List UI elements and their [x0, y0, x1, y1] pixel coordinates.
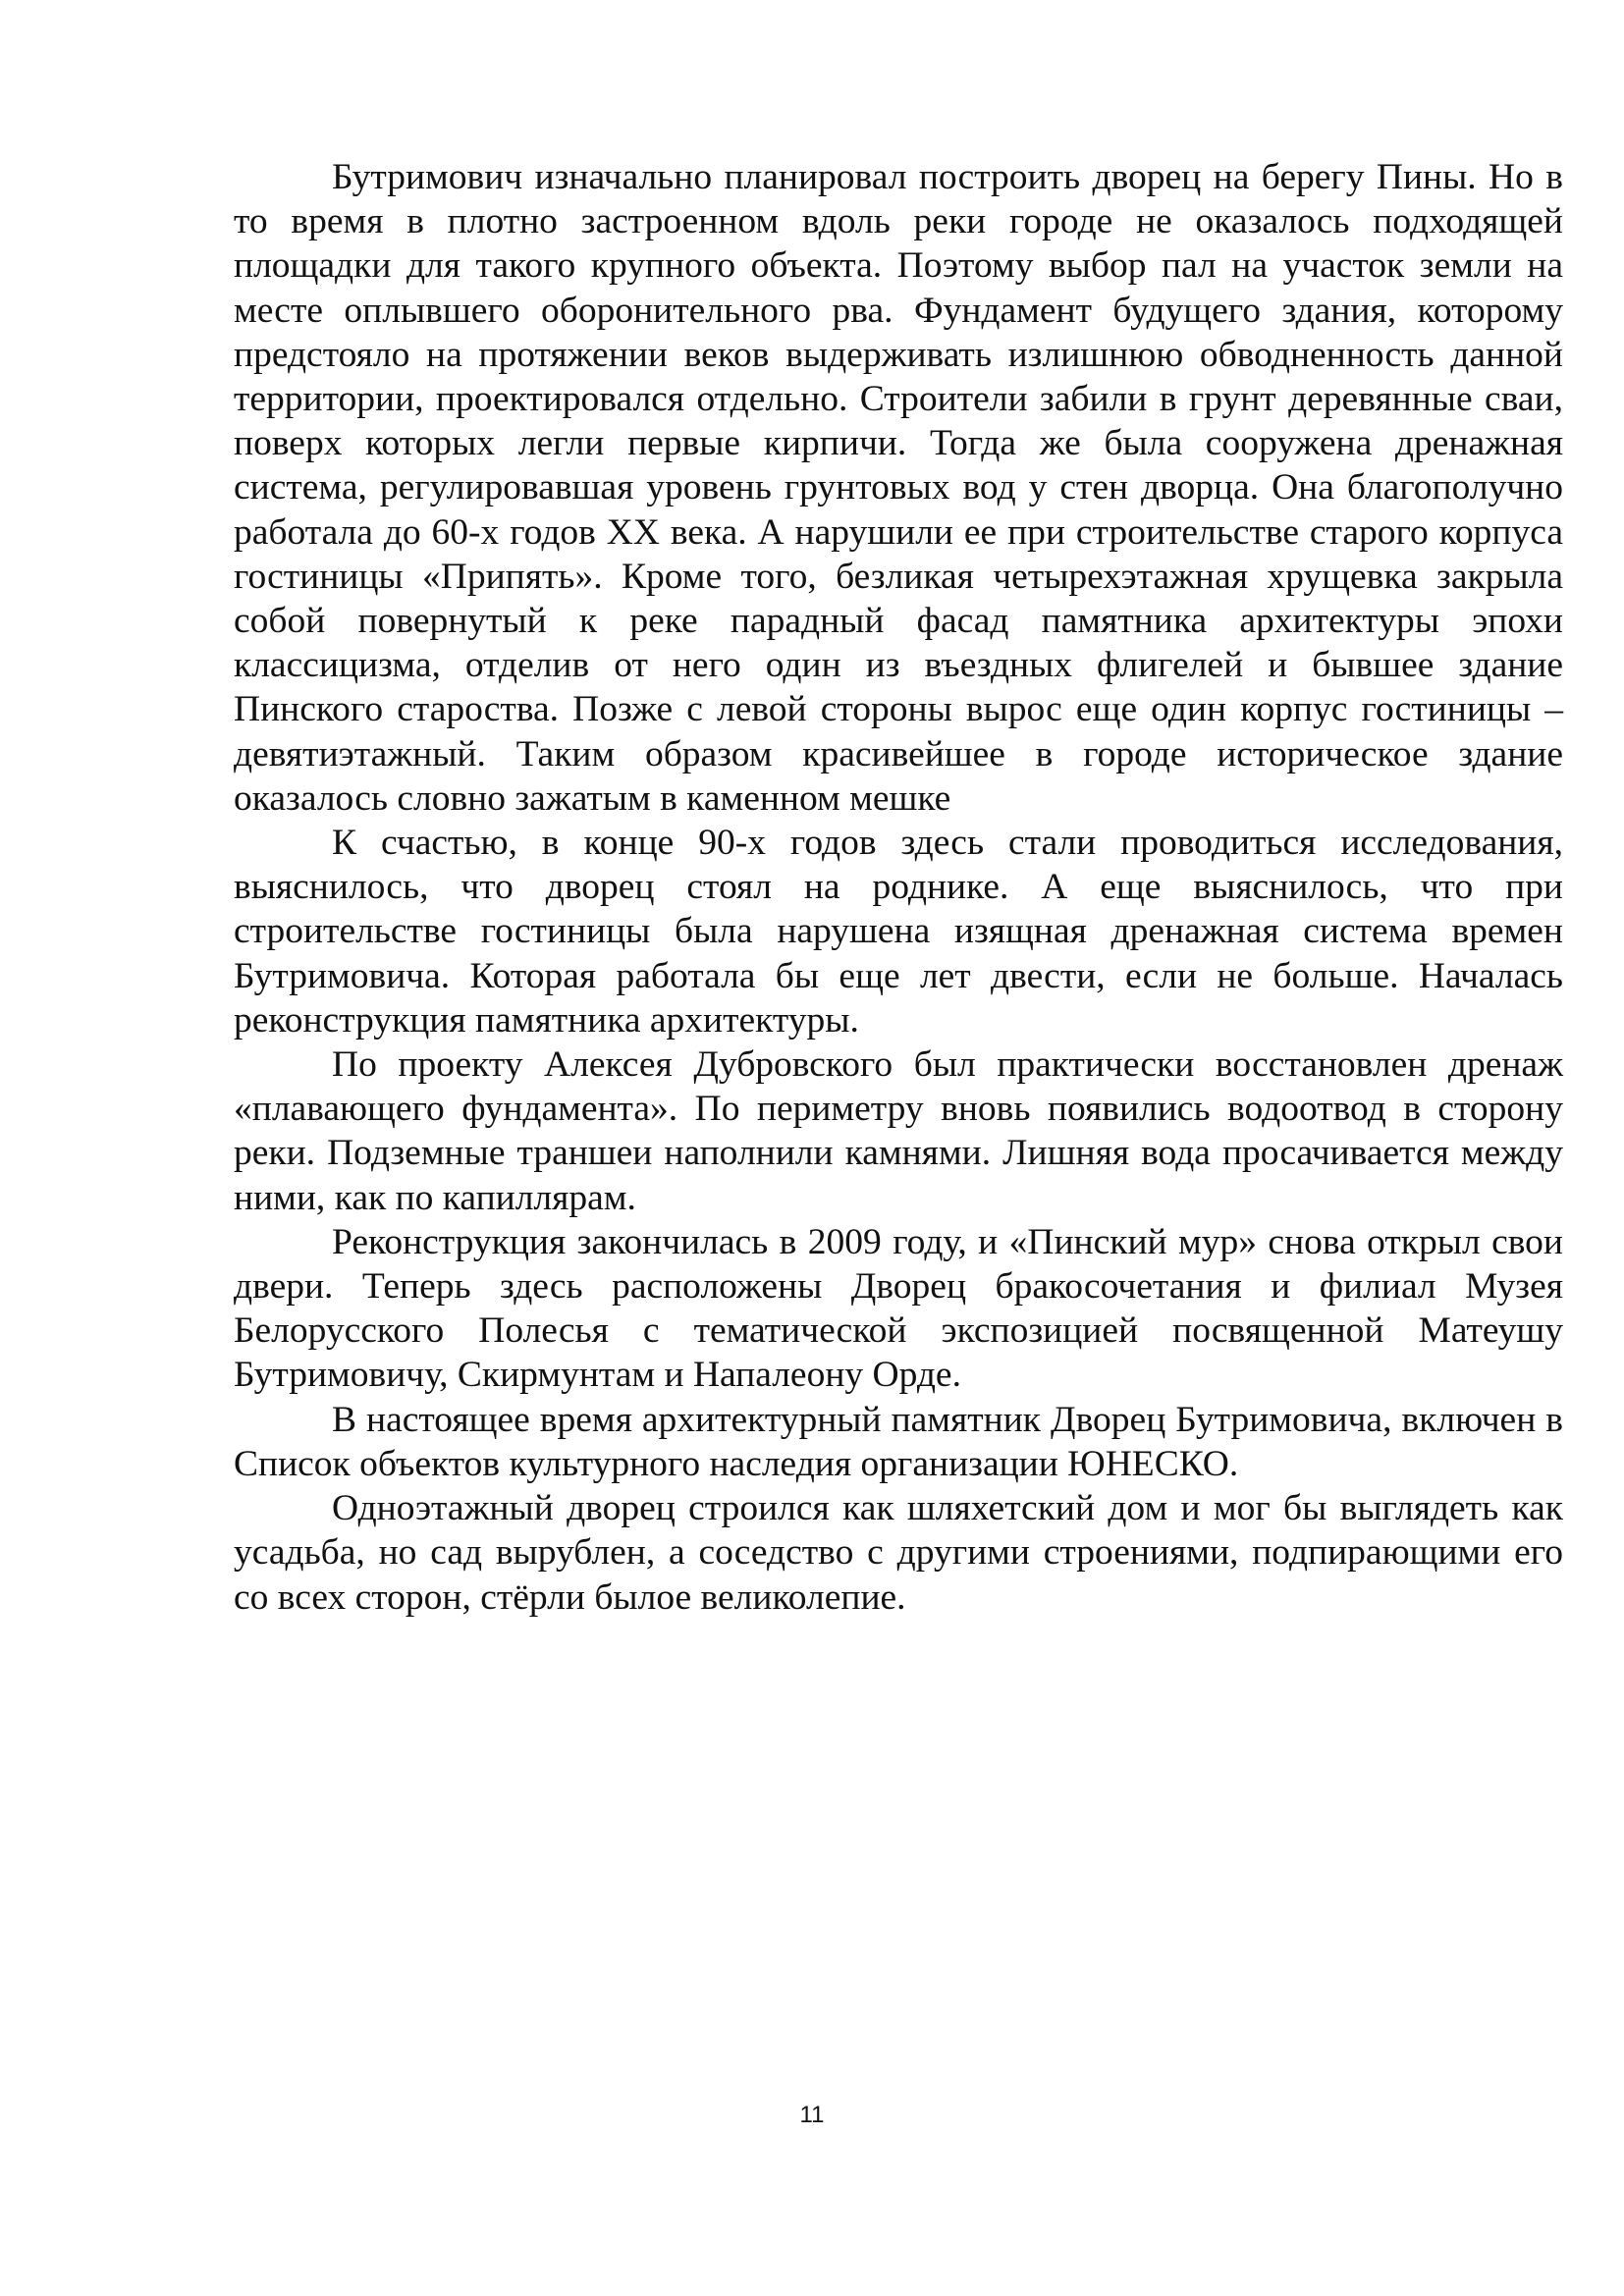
paragraph-3: По проекту Алексея Дубровского был практически восстановлен дренаж «плавающего фундамента». По периметру вновь появились водоотвод в сторону реки. Подземные траншеи наполнили камнями. Лишняя вода просачивается между ними, как по капиллярам. — [234, 1044, 1563, 1218]
page-number: 11 — [799, 2102, 825, 2128]
paragraph-1: Бутримович изначально планировал построить дворец на берегу Пины. Но в то время в плотно застроенном вдоль реки городе не оказалось подходящей площадки для такого крупного объекта. Поэтому выбор пал на участок земли на месте оплывшего оборонительного рва. Фундамент будущего здания, которому предстояло на протяжении веков выдерживать излишнюю обводненность данной территории, проектировался отдельно. Строители забили в грунт деревянные сваи, поверх которых легли первые кирпичи. Тогда же была сооружена дренажная система, регулировавшая уровень грунтовых вод у стен дворца. Она благополучно работала до 60-х годов XX века. А нарушили ее при строительстве старого корпуса гостиницы «Припять». Кроме того, безликая четырехэтажная хрущевка закрыла собой повернутый к реке парадный фасад памятника архитектуры эпохи классицизма, отделив от него один из въездных флигелей и бывшее здание Пинского староства. Позже с левой стороны вырос еще один корпус гостиницы – девятиэтажный. Таким образом красивейшее в городе историческое здание оказалось словно зажатым в каменном мешке — [234, 157, 1563, 819]
paragraph-6: Одноэтажный дворец строился как шляхетский дом и мог бы выглядеть как усадьба, но сад вырублен, а соседство с другими строениями, подпирающими его со всех сторон, стёрли былое великолепие. — [234, 1488, 1563, 1618]
paragraph-5: В настоящее время архитектурный памятник Дворец Бутримовича, включен в Список объектов культурного наследия организации ЮНЕСКО. — [234, 1399, 1563, 1484]
paragraph-2: К счастью, в конце 90-х годов здесь стали проводиться исследования, выяснилось, что дворец стоял на роднике. А еще выяснилось, что при строительстве гостиницы была нарушена изящная дренажная система времен Бутримовича. Которая работала бы еще лет двести, если не больше. Началась реконструкция памятника архитектуры. — [234, 823, 1563, 1041]
body-text — [234, 155, 1563, 1620]
paragraph-4: Реконструкция закончилась в 2009 году, и «Пинский мур» снова открыл свои двери. Теперь здесь расположены Дворец бракосочетания и филиал Музея Белорусского Полесья с тематической экспозицией посвященной Матеушу Бутримовичу, Скирмунтам и Напалеону Орде. — [234, 1221, 1563, 1396]
